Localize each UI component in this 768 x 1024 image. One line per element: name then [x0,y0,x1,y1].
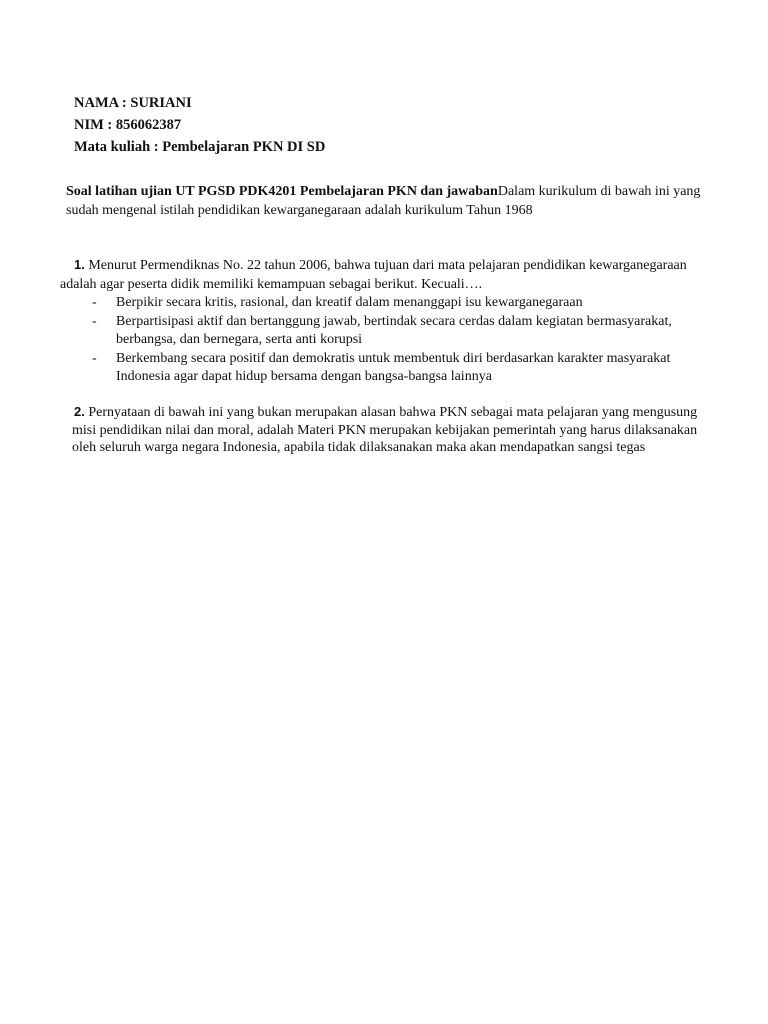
question-1 [60,256,710,387]
option-text: Berkembang secara positif dan demokratis untuk membentuk diri berdasarkan karakter masyarakat Indonesia agar dapat hidup bersama dengan bangsa-bangsa lainnya [116,350,671,384]
option-text: Berpartisipasi aktif dan bertanggung jawab, bertindak secara cerdas dalam kegiatan bermasyarakat, berbangsa, dan bernegara, serta anti korupsi [116,313,672,347]
student-nim: NIM : 856062387 [74,117,182,133]
list-item [60,294,710,313]
list-item [60,313,710,350]
list-item [60,350,710,387]
question-2-text: Pernyataan di bawah ini yang bukan merupakan alasan bahwa PKN sebagai mata pelajaran yang mengusung misi pendidikan nilai dan moral, adalah Materi PKN merupakan kebijakan pemerintah yang harus dilaksanakan oleh seluruh warga negara Indonesia, apabila tidak dilaksanakan maka akan mendapatkan sangsi tegas [72,405,698,455]
bullet-dash: - [92,295,97,310]
question-1-number: 1. [74,257,85,272]
intro-paragraph [66,182,706,220]
question-2-number: 2. [74,404,85,419]
question-2 [72,403,712,457]
question-1-options [60,294,710,387]
question-1-text: Menurut Permendiknas No. 22 tahun 2006, bahwa tujuan dari mata pelajaran pendidikan kewarganegaraan adalah agar peserta didik memiliki kemampuan sebagai berikut. Kecuali…. [60,258,687,292]
intro-text: Dalam kurikulum di bawah ini yang sudah mengenal istilah pendidikan kewarganegaraan adalah kurikulum Tahun 1968 [66,184,701,218]
student-name: NAMA : SURIANI [74,95,192,111]
bullet-dash: - [92,313,97,329]
intro-title: Soal latihan ujian UT PGSD PDK4201 Pembelajaran PKN dan jawaban [66,184,498,199]
student-info-header [74,92,325,158]
course-name: Mata kuliah : Pembelajaran PKN DI SD [74,139,326,155]
option-text: Berpikir secara kritis, rasional, dan kreatif dalam menanggapi isu kewarganegaraan [116,295,583,310]
bullet-dash: - [92,350,97,366]
